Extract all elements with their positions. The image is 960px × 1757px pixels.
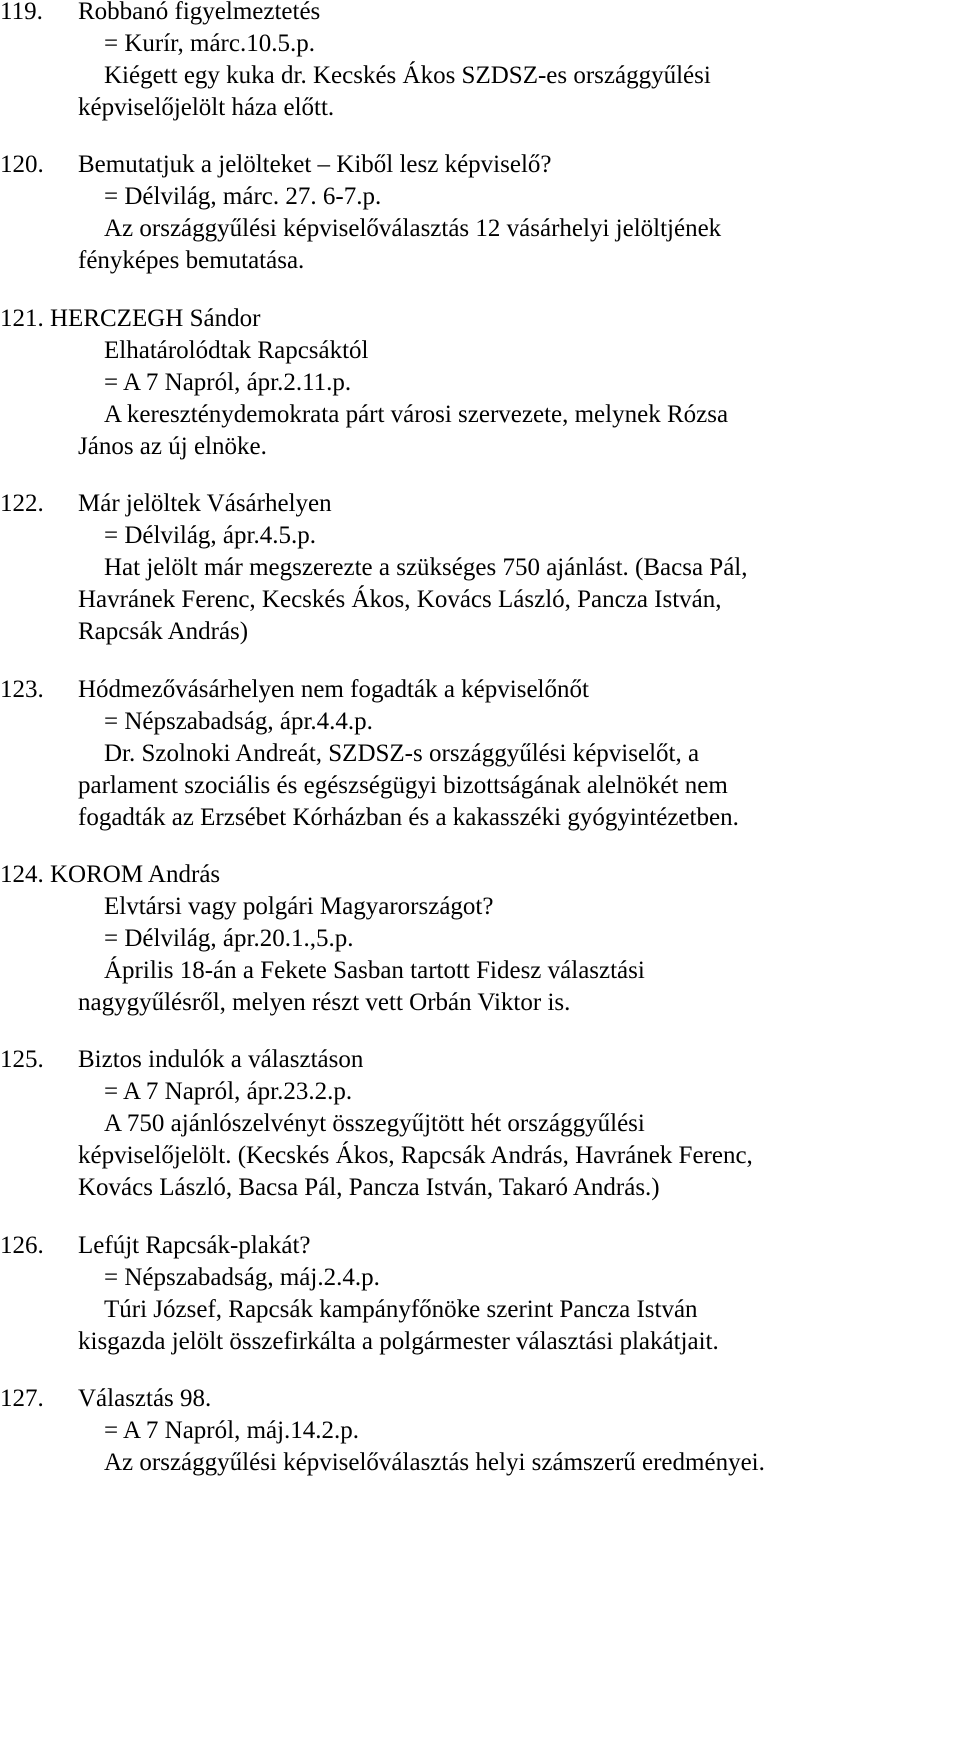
entry-description-first: Hat jelölt már megszerezte a szükséges 750 ajánlást. (Bacsa Pál,	[104, 554, 748, 581]
entry-description-line: Havránek Ferenc, Kecskés Ákos, Kovács László, Pancza István,	[78, 586, 722, 613]
entry-description-line: fényképes bemutatása.	[78, 247, 305, 274]
entry-description-line: fogadták az Erzsébet Kórházban és a kakasszéki gyógyintézetben.	[78, 804, 739, 831]
entry-number: 123.	[0, 676, 44, 703]
entry-number: 122.	[0, 490, 44, 517]
entry-description-line: nagygyűlésről, melyen részt vett Orbán Viktor is.	[78, 989, 571, 1016]
entry-number: 121.	[0, 305, 44, 332]
entry-source: = Népszabadság, ápr.4.4.p.	[104, 708, 373, 735]
entry-author: KOROM András	[50, 861, 221, 888]
entry-description-line: parlament szociális és egészségügyi bizottságának alelnökét nem	[78, 772, 728, 799]
entry-description-line: képviselőjelölt háza előtt.	[78, 94, 335, 121]
entry-description-first: Kiégett egy kuka dr. Kecskés Ákos SZDSZ-es országgyűlési	[104, 62, 711, 89]
entry-description-line: János az új elnöke.	[78, 433, 267, 460]
entry-description-line: Rapcsák András)	[78, 618, 249, 645]
entry-description-first: Dr. Szolnoki Andreát, SZDSZ-s országgyűlési képviselőt, a	[104, 740, 700, 767]
entry-description-first: A 750 ajánlószelvényt összegyűjtött hét országgyűlési	[104, 1110, 645, 1137]
entry-title: Biztos indulók a választáson	[78, 1046, 364, 1073]
entry-source: = Népszabadság, máj.2.4.p.	[104, 1264, 380, 1291]
entry-description-line: Kovács László, Bacsa Pál, Pancza István, Takaró András.)	[78, 1174, 660, 1201]
entry-title: Hódmezővásárhelyen nem fogadták a képviselőnőt	[78, 676, 589, 703]
entry-number: 120.	[0, 151, 44, 178]
entry-source: = Délvilág, ápr.20.1.,5.p.	[104, 925, 354, 952]
entry-number: 119.	[0, 0, 43, 25]
entry-description-first: Április 18-án a Fekete Sasban tartott Fidesz választási	[104, 957, 645, 984]
entry-author: HERCZEGH Sándor	[50, 305, 261, 332]
entry-description-first: Az országgyűlési képviselőválasztás helyi számszerű eredményei.	[104, 1449, 765, 1476]
entry-description-first: Az országgyűlési képviselőválasztás 12 vásárhelyi jelöltjének	[104, 215, 722, 242]
entry-number: 124.	[0, 861, 44, 888]
entry-title: Elhatárolódtak Rapcsáktól	[104, 337, 369, 364]
entry-title: Elvtársi vagy polgári Magyarországot?	[104, 893, 494, 920]
entry-source: = A 7 Napról, ápr.2.11.p.	[104, 369, 352, 396]
entry-description-line: kisgazda jelölt összefirkálta a polgármester választási plakátjait.	[78, 1328, 719, 1355]
entry-title: Bemutatjuk a jelölteket – Kiből lesz képviselő?	[78, 151, 552, 178]
entry-description-first: Túri József, Rapcsák kampányfőnöke szerint Pancza István	[104, 1296, 698, 1323]
entry-title: Lefújt Rapcsák-plakát?	[78, 1232, 311, 1259]
entry-number: 126.	[0, 1232, 44, 1259]
entry-title: Választás 98.	[78, 1385, 212, 1412]
entry-description-first: A kereszténydemokrata párt városi szervezete, melynek Rózsa	[104, 401, 729, 428]
entry-source: = A 7 Napról, ápr.23.2.p.	[104, 1078, 353, 1105]
entry-number: 125.	[0, 1046, 44, 1073]
entry-number: 127.	[0, 1385, 44, 1412]
entry-source: = Délvilág, márc. 27. 6-7.p.	[104, 183, 382, 210]
entry-source: = A 7 Napról, máj.14.2.p.	[104, 1417, 360, 1444]
entry-title: Robbanó figyelmeztetés	[78, 0, 321, 25]
entry-title: Már jelöltek Vásárhelyen	[78, 490, 332, 517]
entry-source: = Délvilág, ápr.4.5.p.	[104, 522, 316, 549]
entry-description-line: képviselőjelölt. (Kecskés Ákos, Rapcsák András, Havránek Ferenc,	[78, 1142, 753, 1169]
entry-source: = Kurír, márc.10.5.p.	[104, 30, 315, 57]
